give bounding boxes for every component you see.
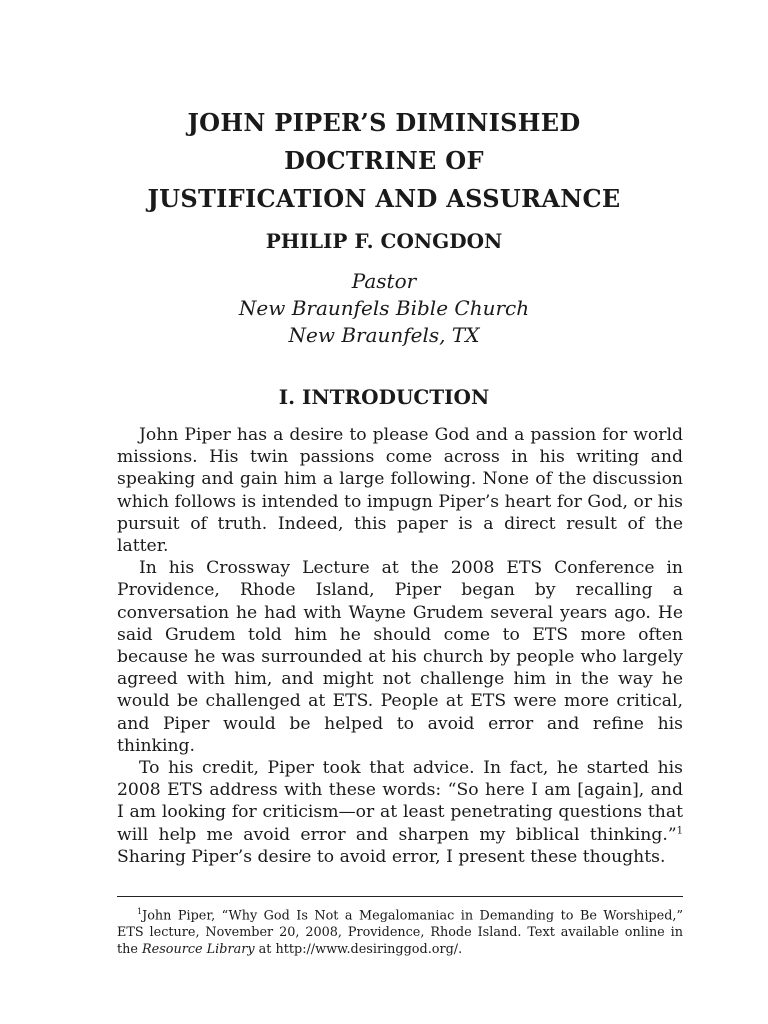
author-affiliation (0, 268, 768, 349)
paragraph (117, 757, 683, 868)
footnote-url-text: at http://www.desiringgod.org/. (254, 942, 463, 958)
paragraph: In his Crossway Lecture at the 2008 ETS Conference in Providence, Rhode Island, Piper began by recalling a conversation he had with Wayne Grudem several years ago. He said Grudem told him he should come to ETS more often because he was surrounded at his church by people who largely agreed with him, and might not challenge him in the way he would be challenged at ETS. People at ETS were more critical, and Piper would be helped to avoid error and refine his thinking. (117, 558, 683, 756)
affiliation-location: New Braunfels, TX (288, 323, 480, 347)
paragraph-text: To his credit, Piper took that advice. In fact, he started his 2008 ETS address with these words: “So here I am [again], and I am looking for criticism—or at least penetrating questions that will help me avoid error and sharpen my biblical thinking.” (117, 758, 683, 845)
body-text (117, 424, 683, 868)
footnote-number: 1 (137, 907, 143, 916)
footnote-text: John Piper, “Why God Is Not a Megalomaniac in Demanding to Be Worshiped,” ETS lecture, November 20, 2008, Providence, Rhode Island. Text available online in the (117, 908, 683, 958)
affiliation-church: New Braunfels Bible Church (238, 296, 530, 320)
affiliation-role: Pastor (351, 269, 417, 293)
footnote-divider (117, 896, 683, 897)
footnote-resource-library: Resource Library (142, 942, 255, 958)
footnote (117, 903, 683, 958)
section-heading: I. INTRODUCTION (278, 385, 490, 409)
article-title (0, 104, 768, 218)
title-line: JUSTIFICATION AND ASSURANCE (147, 184, 621, 213)
footnote-reference[interactable]: 1 (676, 824, 683, 836)
author-name: PHILIP F. CONGDON (265, 229, 503, 253)
title-line: JOHN PIPER’S DIMINISHED (187, 108, 581, 137)
title-line: DOCTRINE OF (284, 146, 484, 175)
paragraph: John Piper has a desire to please God and a passion for world missions. His twin passions come across in his writing and speaking and gain him a large following. None of the discussion which follows is intended to impugn Piper’s heart for God, or his pursuit of truth. Indeed, this paper is a direct result of the latter. (117, 425, 683, 557)
paragraph-text: Sharing Piper’s desire to avoid error, I present these thoughts. (117, 846, 666, 867)
